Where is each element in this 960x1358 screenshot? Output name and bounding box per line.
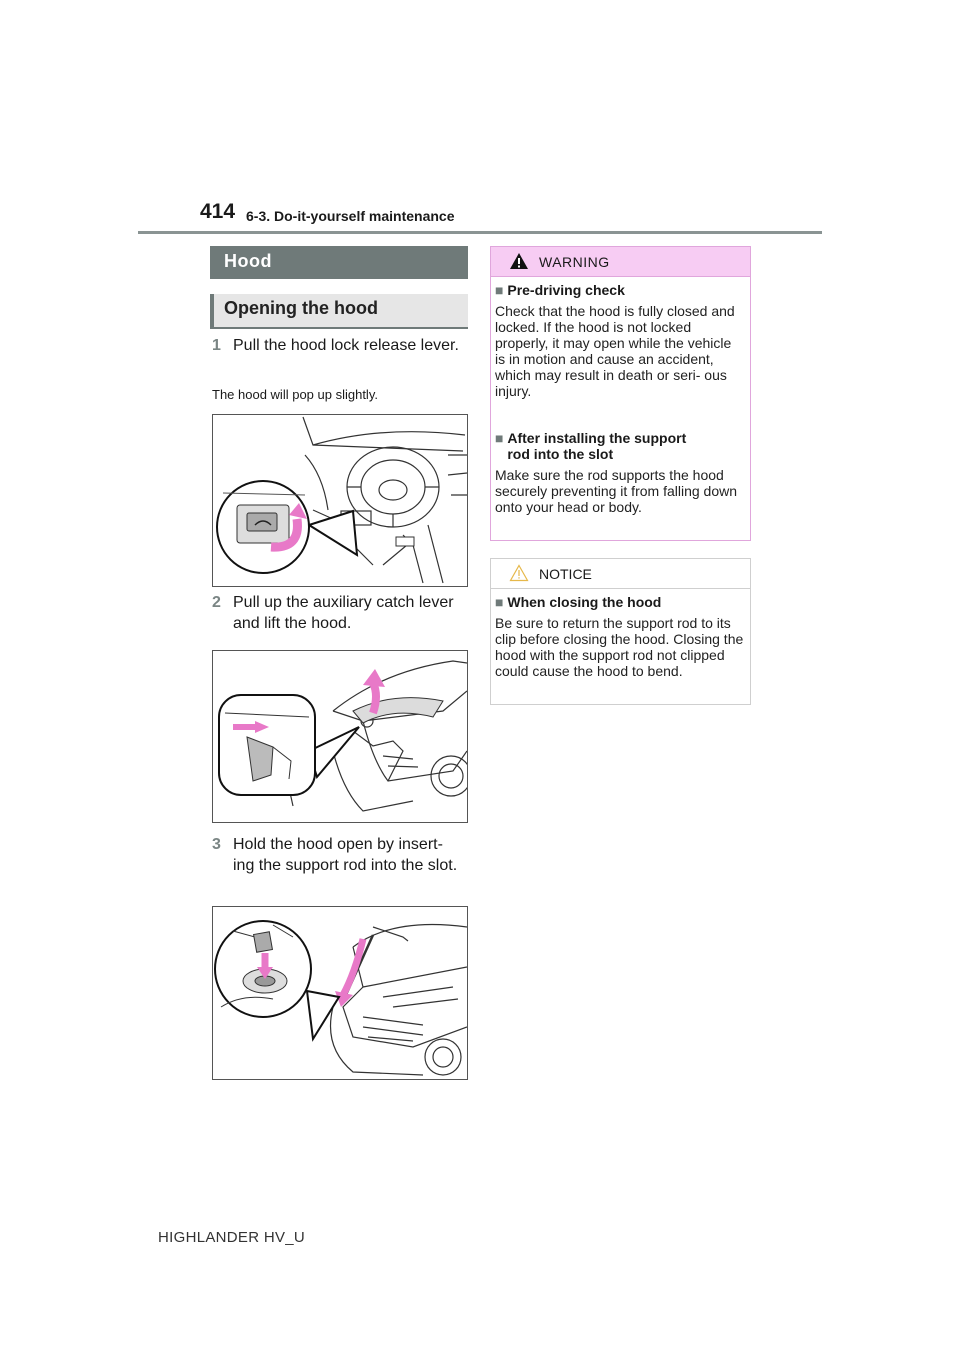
bullet-square-icon: ■	[495, 594, 504, 610]
step-text: Pull up the auxiliary catch lever and lift the hood.	[233, 594, 454, 632]
heading-text: Pre-driving check	[507, 282, 625, 298]
notice-box	[490, 558, 751, 705]
warning-body-2: Make sure the rod supports the hood securely preventing it from falling down onto your head or body.	[495, 467, 738, 515]
section-title: 6-3. Do-it-yourself maintenance	[246, 208, 455, 224]
bullet-square-icon: ■	[495, 430, 504, 446]
release-lever-inset	[217, 481, 309, 573]
step-text: Hold the hood open by insert- ing the support rod into the slot.	[233, 836, 458, 874]
open-hood-drawing	[213, 907, 467, 1079]
heading-text: When closing the hood	[507, 594, 662, 610]
header-divider	[138, 231, 822, 234]
bullet-square-icon: ■	[495, 282, 504, 298]
page-number: 414	[200, 200, 236, 223]
warning-header	[491, 247, 750, 277]
warning-icon	[509, 252, 529, 270]
warning-heading-2	[495, 430, 735, 462]
rod-slot-inset	[215, 921, 311, 1017]
step-1	[212, 335, 470, 379]
notice-heading-1	[495, 594, 661, 610]
catch-lever-inset	[219, 695, 315, 795]
notice-body-1: Be sure to return the support rod to its clip before closing the hood. Closing the hood with the support rod not clipped could cause the hood to bend.	[495, 615, 744, 679]
warning-body-1: Check that the hood is fully closed and locked. If the hood is not locked properly, it may open while the vehicle is in motion and cause an accident, which may result in death or seri- ous injury.	[495, 303, 735, 399]
hood-title-banner	[210, 246, 468, 279]
heading-text: After installing the support rod into the slot	[507, 430, 687, 462]
page-title: Hood	[224, 251, 272, 271]
step-2	[212, 592, 470, 636]
hood-release-lever-illustration	[212, 414, 468, 587]
step-number: 3	[212, 836, 221, 853]
subtitle-banner	[210, 294, 468, 329]
step-text: Pull the hood lock release lever.	[233, 337, 459, 354]
step-3	[212, 834, 470, 900]
warning-box	[490, 246, 751, 541]
notice-label: NOTICE	[539, 566, 592, 582]
notice-header	[491, 559, 750, 589]
warning-label: WARNING	[539, 254, 610, 270]
subtitle: Opening the hood	[224, 298, 378, 318]
caution-icon	[509, 564, 529, 582]
warning-heading-1	[495, 282, 625, 298]
footer-model: HIGHLANDER HV_U	[158, 1229, 306, 1246]
vehicle-front-drawing	[213, 651, 467, 822]
step-number: 2	[212, 594, 221, 611]
support-rod-illustration	[212, 906, 468, 1080]
dashboard-drawing	[213, 415, 467, 586]
auxiliary-catch-illustration	[212, 650, 468, 823]
step-1-note: The hood will pop up slightly.	[212, 387, 378, 402]
subtitle-accent-bar	[210, 294, 214, 329]
step-number: 1	[212, 337, 221, 354]
